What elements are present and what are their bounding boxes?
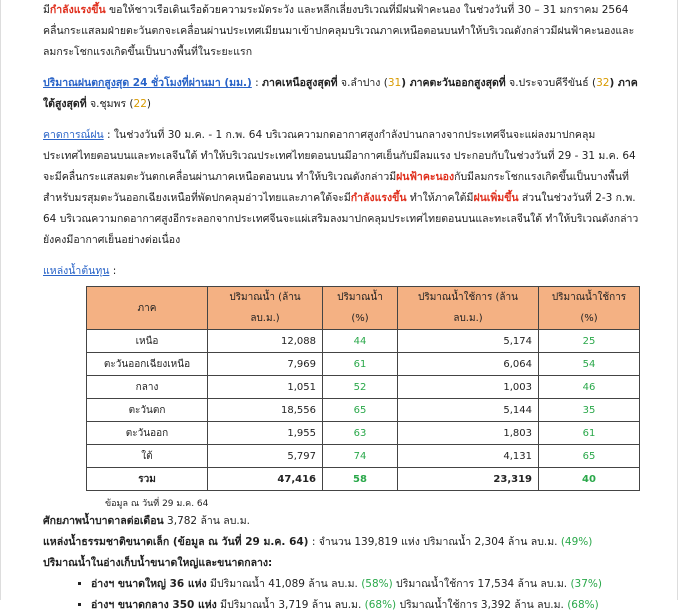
water-source-table (86, 286, 640, 491)
forecast-link[interactable]: คาดการณ์ฝน (43, 129, 104, 141)
intro-prefix: มี (43, 4, 50, 16)
intro-text: ขอให้ชาวเรือเดินเรือด้วยความระมัดระวัง และหลีกเลี่ยงบริเวณที่มีฝนฟ้าคะนอง ในช่วงวันที่ 30 – 31 มกราคม 2564 คลื่นกระแสลมฝ่ายตะวันตกจะเคลื่อนผ่านประเทศเมียนมาเข้าปกคลุมบริเวณภาคเหนือตอนบนทำให้บริเวณดังกล่าวมีฝนฟ้าคะนองและลมกระโชกแรงเกิดขึ้นเป็นบางพื้นที่ในระยะแรก (43, 4, 635, 58)
north-value: 31 (387, 77, 402, 89)
table-row (87, 399, 640, 422)
list-item (91, 574, 647, 595)
cell-usable-pct: 61 (539, 422, 640, 445)
cell-volume: 18,556 (208, 399, 323, 422)
cell-volume-pct: 74 (323, 445, 398, 468)
header-volume-pct: ปริมาณน้ำ (%) (323, 287, 398, 330)
cell-usable: 5,174 (398, 330, 539, 353)
cell-usable-pct: 35 (539, 399, 640, 422)
cell-volume-pct: 63 (323, 422, 398, 445)
forecast-highlight-3: ฝนเพิ่มขึ้น (473, 192, 519, 204)
groundwater-label: ศักยภาพน้ำบาดาลต่อเดือน (43, 515, 164, 527)
north-label: ภาคเหนือสูงสุดที่ (262, 77, 338, 89)
cell-region: ใต้ (87, 445, 208, 468)
south-close: ) (146, 98, 151, 110)
reservoir-list (43, 574, 647, 616)
total-volume-pct: 58 (323, 468, 398, 491)
small-sources-text: : จำนวน 139,819 แห่ง ปริมาณน้ำ 2,304 ล้าน ลบ.ม. (308, 536, 561, 548)
cell-usable-pct: 54 (539, 353, 640, 376)
forecast-paragraph (43, 125, 647, 251)
small-sources-label: แหล่งน้ำธรรมชาติขนาดเล็ก (ข้อมูล ณ วันที่ 29 ม.ค. 64) (43, 536, 309, 548)
header-usable: ปริมาณน้ำใช้การ (ล้าน ลบ.ม.) (398, 287, 539, 330)
sources-link[interactable]: แหล่งน้ำต้นทุน (43, 265, 110, 277)
east-value: 32 (596, 77, 610, 89)
cell-volume: 12,088 (208, 330, 323, 353)
north-place: จ.ลำปาง ( (337, 77, 388, 89)
table-total-row (87, 468, 640, 491)
cell-usable: 5,144 (398, 399, 539, 422)
reservoir-text-2: ปริมาณน้ำใช้การ 3,392 ล้าน ลบ.ม. (396, 599, 568, 611)
table-header-row (87, 287, 640, 330)
header-usable-pct: ปริมาณน้ำใช้การ (%) (539, 287, 640, 330)
cell-region: เหนือ (87, 330, 208, 353)
south-label: ) ภาคใต้สูงสุดที่ (43, 77, 638, 110)
south-value: 22 (133, 98, 147, 110)
cell-usable: 1,003 (398, 376, 539, 399)
document-content (43, 0, 647, 616)
header-region: ภาค (87, 287, 208, 330)
cell-volume: 1,051 (208, 376, 323, 399)
forecast-text-3: ทำให้ภาคใต้มี (406, 192, 474, 204)
forecast-highlight-1: ฝนฟ้าคะนอง (396, 171, 455, 183)
reservoir-text-1: มีปริมาณน้ำ 3,719 ล้าน ลบ.ม. (216, 599, 365, 611)
cell-volume: 7,969 (208, 353, 323, 376)
cell-usable: 4,131 (398, 445, 539, 468)
cell-region: ตะวันออก (87, 422, 208, 445)
cell-usable-pct: 65 (539, 445, 640, 468)
intro-highlight: กำลังแรงขึ้น (49, 4, 106, 16)
table-row (87, 330, 640, 353)
table-row (87, 353, 640, 376)
small-sources-line (43, 532, 647, 553)
rainfall-paragraph (43, 73, 647, 115)
table-row (87, 376, 640, 399)
cell-volume: 1,955 (208, 422, 323, 445)
rainfall-link[interactable]: ปริมาณฝนตกสูงสุด 24 ชั่วโมงที่ผ่านมา (มม.) (43, 77, 252, 89)
forecast-text-1: : ในช่วงวันที่ 30 ม.ค. - 1 ก.พ. 64 บริเวณความกดอากาศสูงกำลังปานกลางจากประเทศจีนจะแผ่ลงมาปกคลุมประเทศไทยตอนบนและทะเลจีนใต้ ทำให้บริเวณประเทศไทยตอนบนมีอากาศเย็นกับมีลมแรง ประกอบกับในช่วงวันที่ 29 - 31 ม.ค. 64 จะมีคลื่นกระแสลมตะวันตกเคลื่อนผ่านภาคเหนือตอนบน ทำให้บริเวณดังกล่าวมี (43, 129, 636, 183)
groundwater-line (43, 511, 647, 532)
cell-usable: 1,803 (398, 422, 539, 445)
reservoir-pct-1: (58%) (361, 578, 393, 590)
total-usable-pct: 40 (539, 468, 640, 491)
total-label: รวม (87, 468, 208, 491)
table-row (87, 422, 640, 445)
small-sources-pct: (49%) (560, 536, 593, 548)
cell-volume-pct: 44 (323, 330, 398, 353)
forecast-text-2: กับมีลมกระโชกแรงเกิดขึ้นเป็นบางพื้นที่ สำหรับมรสุมตะวันออกเฉียงเหนือที่พัดปกคลุมอ่าวไทยและภาคใต้จะมี (43, 171, 629, 204)
cell-region: กลาง (87, 376, 208, 399)
reservoir-pct-1: (68%) (364, 599, 397, 611)
cell-region: ตะวันตก (87, 399, 208, 422)
forecast-text-4: ส่วนในช่วงวันที่ 2-3 ก.พ. 64 บริเวณความกดอากาศสูงอีกระลอกจากประเทศจีนจะแผ่เสริมลงมาปกคลุมประเทศไทยตอนบนและทะเลจีนใต้ ทำให้บริเวณดังกล่าวยังคงมีอากาศเย็นอย่างต่อเนื่อง (43, 192, 639, 246)
total-usable: 23,319 (398, 468, 539, 491)
east-place: จ.ประจวบคีรีขันธ์ ( (505, 77, 597, 89)
cell-volume-pct: 52 (323, 376, 398, 399)
reservoir-pct-2: (37%) (570, 578, 602, 590)
header-volume: ปริมาณน้ำ (ล้าน ลบ.ม.) (208, 287, 323, 330)
list-item (91, 595, 647, 616)
east-label: ) ภาคตะวันออกสูงสุดที่ (401, 77, 506, 89)
sources-heading (43, 261, 647, 282)
groundwater-value: 3,782 ล้าน ลบ.ม. (163, 515, 250, 527)
south-place: จ.ชุมพร ( (86, 98, 134, 110)
cell-usable: 6,064 (398, 353, 539, 376)
data-date-note: ข้อมูล ณ วันที่ 29 ม.ค. 64 (105, 499, 209, 509)
cell-usable-pct: 25 (539, 330, 640, 353)
reservoir-heading: ปริมาณน้ำในอ่างเก็บน้ำขนาดใหญ่และขนาดกลาง: (43, 557, 273, 569)
reservoir-text-2: ปริมาณน้ำใช้การ 17,534 ล้าน ลบ.ม. (392, 578, 571, 590)
reservoir-text-1: มีปริมาณน้ำ 41,089 ล้าน ลบ.ม. (206, 578, 362, 590)
cell-usable-pct: 46 (539, 376, 640, 399)
reservoir-label: อ่างฯ ขนาดใหญ่ 36 แห่ง (91, 578, 207, 590)
forecast-highlight-2: กำลังแรงขึ้น (350, 192, 407, 204)
table-row (87, 445, 640, 468)
cell-region: ตะวันออกเฉียงเหนือ (87, 353, 208, 376)
reservoir-pct-2: (68%) (567, 599, 599, 611)
rainfall-colon: : (251, 77, 263, 89)
cell-volume-pct: 61 (323, 353, 398, 376)
cell-volume-pct: 65 (323, 399, 398, 422)
cell-volume: 5,797 (208, 445, 323, 468)
intro-paragraph (43, 0, 647, 63)
reservoir-label: อ่างฯ ขนาดกลาง 350 แห่ง (91, 599, 217, 611)
sources-colon: : (109, 265, 117, 277)
total-volume: 47,416 (208, 468, 323, 491)
